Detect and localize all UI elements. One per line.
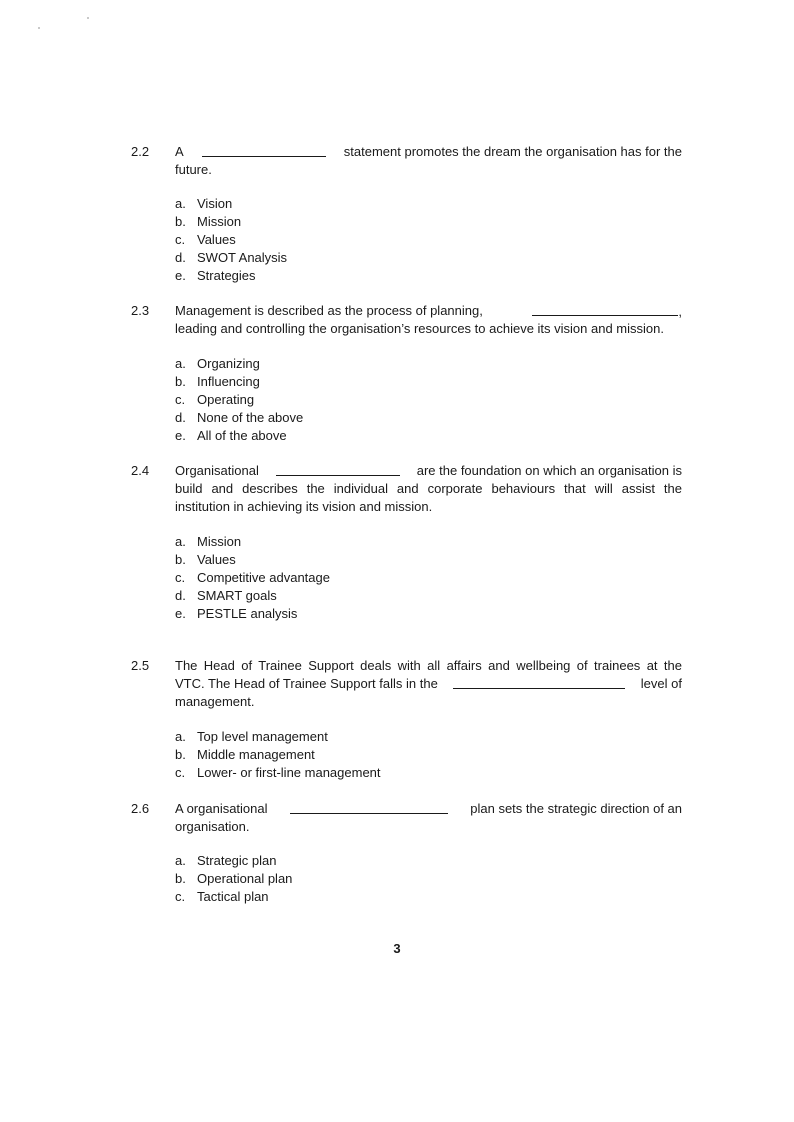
answer-option[interactable] <box>175 569 330 587</box>
option-text: Operating <box>197 392 255 407</box>
option-letter: b. <box>175 374 186 389</box>
answer-option[interactable] <box>175 533 330 551</box>
question-text <box>175 302 682 338</box>
option-text: SWOT Analysis <box>197 250 288 265</box>
option-text: Tactical plan <box>197 889 269 904</box>
option-letter: a. <box>175 853 186 868</box>
answer-option[interactable] <box>175 391 303 409</box>
answer-blank <box>453 675 625 689</box>
option-text: Values <box>197 552 236 567</box>
answer-options <box>175 355 303 445</box>
option-letter: c. <box>175 232 186 247</box>
scan-speck <box>38 27 40 29</box>
question-line: leading and controlling the organisation’s resources to achieve its vision and mission. <box>175 321 664 336</box>
question-text <box>175 800 682 836</box>
option-letter: b. <box>175 747 186 762</box>
option-letter: a. <box>175 356 186 371</box>
option-text: Vision <box>197 196 233 211</box>
answer-option[interactable] <box>175 605 330 623</box>
answer-options <box>175 852 292 906</box>
option-text: SMART goals <box>197 588 277 603</box>
answer-option[interactable] <box>175 888 292 906</box>
option-letter: e. <box>175 268 186 283</box>
option-text: Competitive advantage <box>197 570 330 585</box>
scan-speck <box>87 17 89 19</box>
answer-option[interactable] <box>175 870 292 888</box>
option-letter: b. <box>175 552 186 567</box>
option-text: Middle management <box>197 747 315 762</box>
question-line: build and describes the individual and corporate behaviours that will assist the <box>175 481 682 496</box>
answer-options <box>175 195 287 285</box>
option-text: Organizing <box>197 356 260 371</box>
question-line: organisation. <box>175 819 250 834</box>
option-text: Mission <box>197 214 242 229</box>
option-text: Lower- or first-line management <box>197 765 381 780</box>
answer-option[interactable] <box>175 213 287 231</box>
option-text: Operational plan <box>197 871 293 886</box>
option-letter: c. <box>175 392 186 407</box>
question-number: 2.5 <box>131 658 150 673</box>
answer-option[interactable] <box>175 728 381 746</box>
question-text-segment: level of <box>640 676 682 691</box>
question-line: management. <box>175 694 255 709</box>
question-line <box>175 675 682 693</box>
option-text: PESTLE analysis <box>197 606 298 621</box>
option-letter: c. <box>175 765 186 780</box>
option-letter: e. <box>175 606 186 621</box>
answer-blank <box>290 800 448 814</box>
answer-options <box>175 533 330 623</box>
answer-option[interactable] <box>175 427 303 445</box>
answer-option[interactable] <box>175 267 287 285</box>
option-text: Mission <box>197 534 242 549</box>
option-letter: e. <box>175 428 186 443</box>
blank-group <box>532 302 682 320</box>
question-text-segment: plan sets the strategic direction of an <box>470 801 682 816</box>
question-text-segment: A organisational <box>175 801 268 816</box>
question-number: 2.2 <box>131 144 150 159</box>
question-line <box>175 143 682 161</box>
answer-option[interactable] <box>175 195 287 213</box>
answer-option[interactable] <box>175 746 381 764</box>
answer-blank <box>202 143 326 157</box>
option-text: Strategic plan <box>197 853 277 868</box>
option-letter: b. <box>175 214 186 229</box>
answer-option[interactable] <box>175 249 287 267</box>
option-text: Strategies <box>197 268 256 283</box>
question-text-segment: , <box>678 304 682 319</box>
question-text <box>175 462 682 516</box>
question-line: The Head of Trainee Support deals with all affairs and wellbeing of trainees at the <box>175 658 682 673</box>
option-letter: b. <box>175 871 186 886</box>
question-line <box>175 462 682 480</box>
question-text-segment: VTC. The Head of Trainee Support falls in the <box>175 676 438 691</box>
answer-option[interactable] <box>175 409 303 427</box>
answer-option[interactable] <box>175 551 330 569</box>
question-text <box>175 657 682 711</box>
answer-options <box>175 728 381 782</box>
question-number: 2.4 <box>131 463 150 478</box>
option-letter: d. <box>175 250 186 265</box>
option-letter: a. <box>175 534 186 549</box>
option-letter: a. <box>175 196 186 211</box>
page-number: 3 <box>393 941 401 956</box>
option-text: All of the above <box>197 428 287 443</box>
question-text-segment: Management is described as the process of planning, <box>175 303 483 318</box>
question-text <box>175 143 682 179</box>
answer-option[interactable] <box>175 373 303 391</box>
question-text-segment: statement promotes the dream the organisation has for the <box>343 144 682 159</box>
option-text: Top level management <box>197 729 328 744</box>
option-text: None of the above <box>197 410 304 425</box>
question-text-segment: Organisational <box>175 463 259 478</box>
question-line <box>175 800 682 818</box>
option-letter: d. <box>175 410 186 425</box>
question-line: future. <box>175 162 212 177</box>
question-text-segment: A <box>175 144 184 159</box>
option-text: Values <box>197 232 236 247</box>
answer-option[interactable] <box>175 355 303 373</box>
answer-option[interactable] <box>175 764 381 782</box>
option-letter: d. <box>175 588 186 603</box>
option-letter: a. <box>175 729 186 744</box>
option-letter: c. <box>175 570 186 585</box>
option-letter: c. <box>175 889 186 904</box>
answer-option[interactable] <box>175 587 330 605</box>
option-text: Influencing <box>197 374 260 389</box>
answer-option[interactable] <box>175 852 292 870</box>
answer-option[interactable] <box>175 231 287 249</box>
answer-blank <box>532 302 678 316</box>
question-line <box>175 302 682 320</box>
question-number: 2.6 <box>131 801 150 816</box>
question-number: 2.3 <box>131 303 150 318</box>
question-text-segment: are the foundation on which an organisation is <box>416 463 682 478</box>
answer-blank <box>276 462 400 476</box>
question-line: institution in achieving its vision and mission. <box>175 499 433 514</box>
